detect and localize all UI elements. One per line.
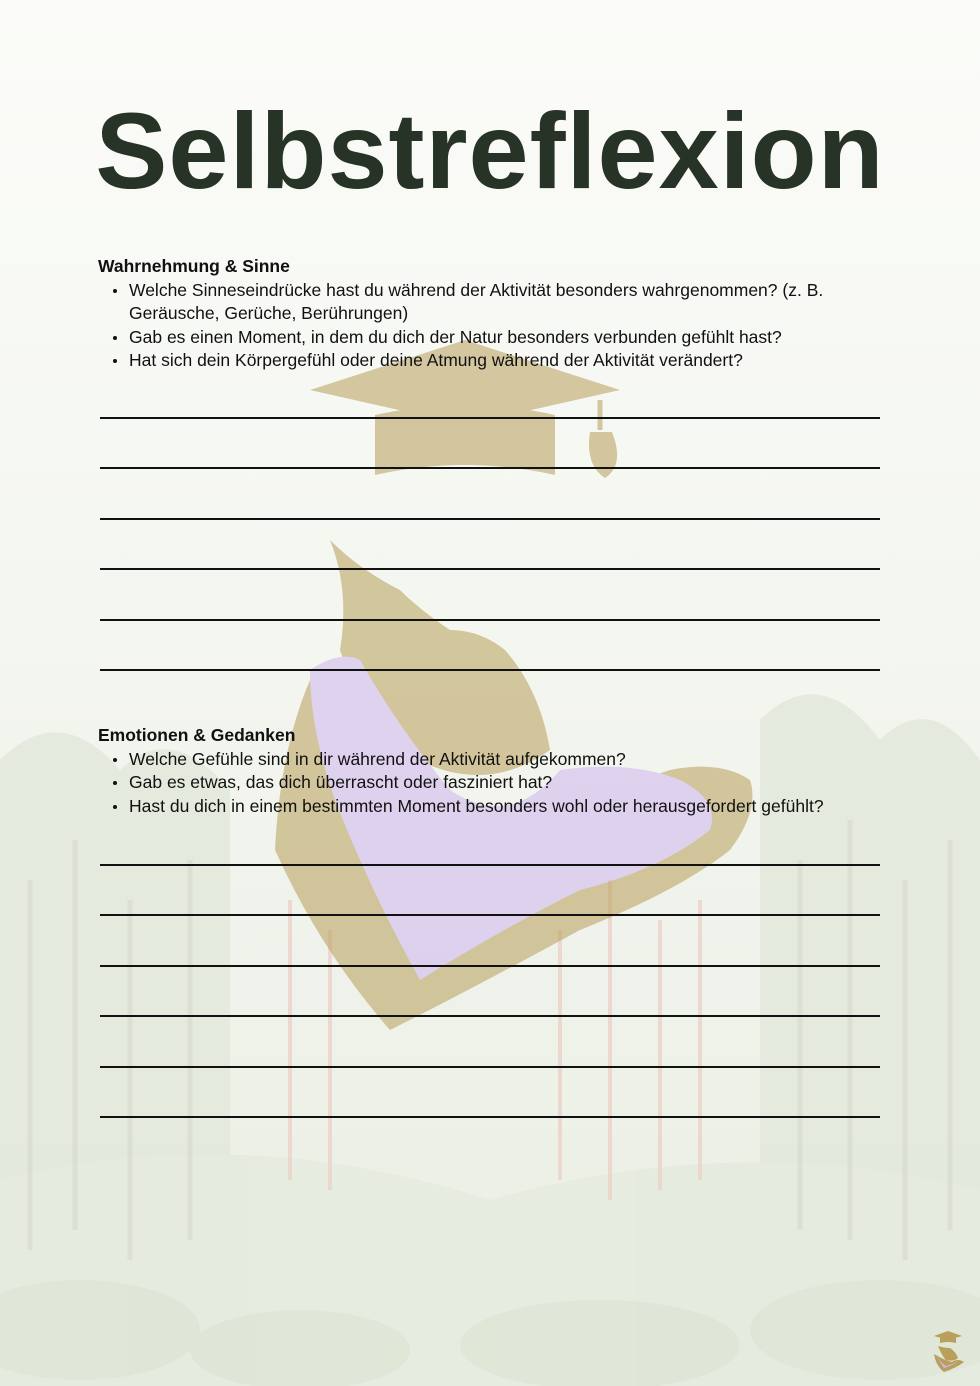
answer-line[interactable] — [100, 1068, 880, 1119]
answer-line[interactable] — [100, 469, 880, 520]
brand-logo-icon — [928, 1328, 968, 1374]
answer-lines-emotionen — [100, 815, 880, 1118]
question-item: Hast du dich in einem bestimmten Moment besonders wohl oder herausgefordert gefühlt? — [129, 795, 888, 818]
answer-line[interactable] — [100, 866, 880, 917]
answer-line[interactable] — [100, 916, 880, 967]
page-title: Selbstreflexion — [95, 90, 885, 211]
section-heading: Wahrnehmung & Sinne — [98, 256, 290, 276]
answer-line[interactable] — [100, 815, 880, 866]
answer-line[interactable] — [100, 621, 880, 672]
question-list — [98, 748, 888, 818]
question-item: Gab es etwas, das dich überrascht oder fasziniert hat? — [129, 771, 888, 794]
answer-line[interactable] — [100, 368, 880, 419]
answer-line[interactable] — [100, 419, 880, 470]
answer-line[interactable] — [100, 1017, 880, 1068]
answer-line[interactable] — [100, 520, 880, 571]
question-list — [98, 279, 888, 373]
question-item: Welche Gefühle sind in dir während der Aktivität aufgekommen? — [129, 748, 888, 771]
section-wahrnehmung — [98, 255, 888, 373]
question-item: Gab es einen Moment, in dem du dich der Natur besonders verbunden gefühlt hast? — [129, 326, 888, 349]
section-emotionen — [98, 724, 888, 818]
question-item: Hat sich dein Körpergefühl oder deine Atmung während der Aktivität verändert? — [129, 349, 888, 372]
question-item: Welche Sinneseindrücke hast du während der Aktivität besonders wahrgenommen? (z. B. Geräusche, Gerüche, Berührungen) — [129, 279, 888, 326]
section-heading: Emotionen & Gedanken — [98, 725, 296, 745]
answer-line[interactable] — [100, 967, 880, 1018]
answer-line[interactable] — [100, 570, 880, 621]
answer-lines-wahrnehmung — [100, 368, 880, 671]
